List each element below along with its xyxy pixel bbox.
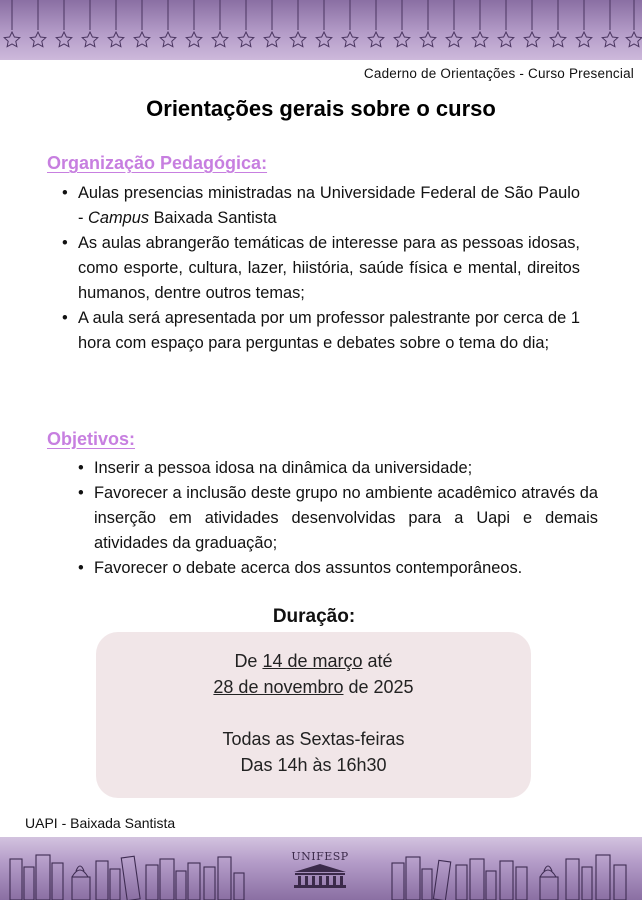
footer-organization: UAPI - Baixada Santista (25, 815, 176, 831)
unifesp-logo (285, 850, 355, 892)
list-item: • As aulas abrangerão temáticas de interesse para as pessoas idosas, como esporte, cultura, lazer, hiistória, saúde física e mental, direitos humanos, dentre outros temas; (62, 231, 580, 306)
duracao-heading: Duração: (272, 606, 356, 627)
duracao-start-line: De 14 de março até (234, 651, 393, 671)
duracao-end-line: 28 de novembro de 2025 (213, 677, 414, 697)
list-item: • A aula será apresentada por um professor palestrante por cerca de 1 hora com espaço para perguntas e debates sobre o tema do dia; (62, 306, 580, 356)
objetivos-heading: Objetivos: (47, 429, 136, 449)
top-decorative-banner (0, 0, 642, 60)
organizacao-heading: Organização Pedagógica: (47, 153, 268, 173)
list-item: • Aulas presencias ministradas na Universidade Federal de São Paulo - Campus Baixada Santista (62, 181, 580, 231)
list-item: • Favorecer o debate acerca dos assuntos contemporâneos. (78, 556, 598, 581)
duracao-hours: Das 14h às 16h30 (240, 755, 387, 775)
list-item: • Inserir a pessoa idosa na dinâmica da universidade; (78, 456, 598, 481)
list-item: • Favorecer a inclusão deste grupo no ambiente acadêmico através da inserção em atividades desenvolvidas para a Uapi e demais atividades da graduação; (78, 481, 598, 556)
logo-text: UNIFESP (291, 850, 349, 863)
duracao-box (96, 632, 531, 798)
page-title: Orientações gerais sobre o curso (146, 96, 496, 121)
star-garland-icon (0, 0, 642, 60)
objetivos-list (78, 456, 598, 581)
organizacao-list (62, 181, 580, 356)
university-building-icon (292, 863, 348, 889)
document-header-note: Caderno de Orientações - Curso Presencial (363, 66, 634, 81)
duracao-days: Todas as Sextas-feiras (222, 729, 405, 749)
